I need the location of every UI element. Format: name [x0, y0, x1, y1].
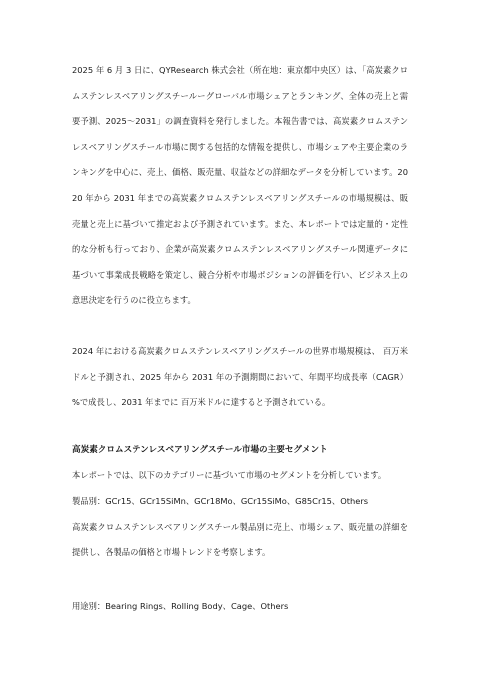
section-heading: 高炭素クロムステンレスベアリングスチール市場の主要セグメント: [72, 444, 328, 455]
document-body: [72, 58, 408, 619]
intro-paragraph: 2025 年 6 月 3 日に、QYResearch 株式会社（所在地：東京都中央区）は、「高炭素クロムステンレスベアリングスチールーグローバル市場シェアとランキング、全体の売上と需要予測、2025～2031」の調査資料を発行しました。本報告書では、高炭素クロムステンレスベアリングスチール市場に関する包括的な情報を提供し、市場シェアや主要企業のランキングを中心に、売上、価格、販売量、収益などの詳細なデータを分析しています。2020 年から 2031 年までの高炭素クロムステンレスベアリングスチールの市場規模は、販売量と売上に基づいて推定および予測されています。また、本レポートでは定量的・定性的な分析も行っており、企業が高炭素クロムステンレスベアリングスチール関連データに基づいて事業成長戦略を策定し、競合分析や市場ポジションの評価を行い、ビジネス上の意思決定を行うのに役立ちます。: [72, 65, 408, 306]
product-description: 高炭素クロムステンレスベアリングスチール製品別に売上、市場シェア、販売量の詳細を提供し、各製品の価格と市場トレンドを考察します。: [72, 521, 408, 558]
market-size-paragraph: 2024 年における高炭素クロムステンレスベアリングスチールの世界市場規模は、 百万米ドルと予測され、2025 年から 2031 年の予測期間において、年間平均成長率（CAGR） %で成長し、2031 年までに 百万米ドルに達すると予測されている。: [72, 345, 408, 408]
section-intro: 本レポートでは、以下のカテゴリーに基づいて市場のセグメントを分析しています。: [72, 470, 387, 481]
application-segment-list: 用途別：Bearing Rings、Rolling Body、Cage、Others: [72, 600, 289, 611]
spacer: [72, 416, 408, 438]
product-segment-list: 製品別：GCr15、GCr15SiMn、GCr18Mo、GCr15SiMo、G85Cr15、Others: [72, 495, 369, 506]
spacer: [72, 566, 408, 594]
spacer: [72, 314, 408, 339]
